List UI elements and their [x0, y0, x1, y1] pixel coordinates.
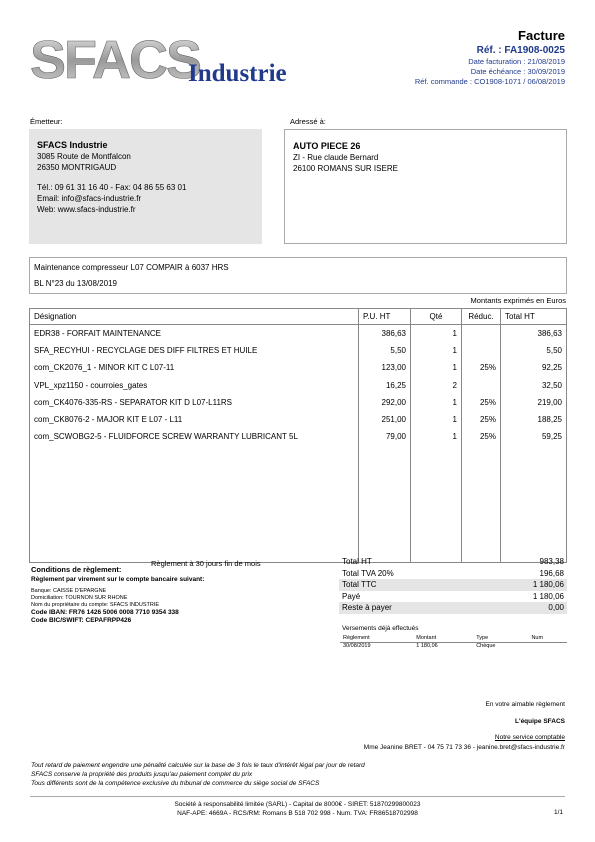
due-date: Date échéance : 30/09/2019 — [470, 67, 565, 76]
bank-owner: Nom du propriétaire du compte: SFACS INDUSTRIE — [31, 602, 160, 608]
bank-domiciliation: Domiciliation: TOURNON SUR RHONE — [31, 595, 128, 601]
company-logo — [30, 28, 320, 90]
item-pu: 123,00 — [359, 359, 411, 376]
table-row — [30, 394, 567, 411]
item-pu: 251,00 — [359, 411, 411, 428]
total-value: 0,00 — [478, 602, 567, 614]
item-reduc — [462, 342, 501, 359]
issuer-box — [29, 129, 262, 244]
footer-divider — [30, 796, 565, 797]
col-reduc: Réduc. — [462, 309, 501, 325]
recipient-address2: 26100 ROMANS SUR ISERE — [293, 164, 398, 173]
table-row — [30, 428, 567, 445]
total-value: 196,68 — [539, 568, 564, 578]
currency-note: Montants exprimés en Euros — [470, 296, 566, 305]
item-reduc: 25% — [462, 394, 501, 411]
col-designation: Désignation — [30, 309, 359, 325]
bank-bic: Code BIC/SWIFT: CEPAFRPP426 — [31, 617, 132, 624]
penalty-line: SFACS conserve la propriété des produits jusqu'au paiement complet du prix — [31, 771, 253, 778]
item-reduc — [462, 376, 501, 393]
total-label: Total TTC — [339, 579, 478, 591]
footer-line1: Société à responsabilité limitée (SARL) - Capital de 8000€ - SIRET: 51870299800023 — [174, 801, 421, 808]
issuer-web: Web: www.sfacs-industrie.fr — [37, 205, 136, 214]
invoice-header — [305, 28, 565, 87]
payment-cell — [528, 642, 567, 649]
signature-contact: Mme Jeanine BRET - 04 75 71 73 36 - jeanine.bret@sfacs-industrie.fr — [363, 744, 565, 751]
table-row — [30, 325, 567, 342]
order-reference: Réf. commande : CO1908-1071 / 06/08/2019 — [414, 77, 565, 86]
payments-title: Versements déjà effectués — [342, 625, 419, 632]
total-value: 983,38 — [539, 557, 564, 567]
note-line2: BL N°23 du 13/08/2019 — [34, 279, 117, 288]
item-qty: 1 — [411, 359, 462, 376]
table-row — [30, 411, 567, 428]
total-row — [339, 579, 567, 591]
table-row — [30, 376, 567, 393]
total-row — [339, 591, 567, 603]
table-filler-row — [30, 446, 567, 563]
footer-line2: NAF-APE: 4669A - RCS/RM: Romans B 518 702 998 - Num. TVA: FR86518702998 — [177, 810, 418, 817]
items-table — [29, 308, 567, 563]
item-qty: 1 — [411, 342, 462, 359]
issuer-name: SFACS Industrie — [37, 140, 108, 150]
bank-name: Banque: CAISSE D'EPARGNE — [31, 588, 107, 594]
note-line1: Maintenance compresseur L07 COMPAIR à 6037 HRS — [34, 263, 229, 272]
bank-title: Règlement par virement sur le compte bancaire suivant: — [31, 576, 205, 583]
item-reduc: 25% — [462, 411, 501, 428]
filler-cell — [501, 446, 567, 563]
filler-cell — [359, 446, 411, 563]
items-header-row — [30, 309, 567, 325]
item-total: 32,50 — [501, 376, 567, 393]
item-qty: 1 — [411, 428, 462, 445]
invoice-reference: Réf. : FA1908-0025 — [476, 45, 565, 56]
table-row — [30, 342, 567, 359]
table-row — [30, 359, 567, 376]
total-label: Reste à payer — [339, 602, 478, 614]
totals-table — [339, 556, 567, 614]
item-total: 92,25 — [501, 359, 567, 376]
issuer-label: Émetteur: — [30, 117, 63, 126]
item-designation: VPL_xpz1150 - courroies_gates — [30, 376, 359, 393]
item-reduc: 25% — [462, 428, 501, 445]
item-qty: 1 — [411, 411, 462, 428]
total-value: 1 180,06 — [532, 591, 564, 601]
item-qty: 1 — [411, 394, 462, 411]
filler-cell — [462, 446, 501, 563]
item-pu: 5,50 — [359, 342, 411, 359]
signature-team: L'équipe SFACS — [515, 718, 565, 725]
item-designation: com_CK4076-335-RS - SEPARATOR KIT D L07-L11RS — [30, 394, 359, 411]
total-value: 1 180,06 — [478, 579, 567, 591]
item-reduc: 25% — [462, 359, 501, 376]
bank-iban: Code IBAN: FR76 1426 5006 0008 7710 9354 338 — [31, 609, 179, 616]
invoice-date: Date facturation : 21/08/2019 — [468, 57, 565, 66]
signature-service: Notre service comptable — [494, 734, 565, 741]
item-pu: 386,63 — [359, 325, 411, 342]
payment-row — [340, 642, 567, 649]
payments-header-row — [340, 635, 567, 642]
item-total: 386,63 — [501, 325, 567, 342]
recipient-box — [284, 129, 567, 244]
payments-header-cell: Montant — [413, 635, 473, 642]
item-pu: 292,00 — [359, 394, 411, 411]
logo-suffix: Industrie — [188, 60, 287, 87]
issuer-phone: Tél.: 09 61 31 16 40 - Fax: 04 86 55 63 01 — [37, 183, 187, 192]
item-qty: 2 — [411, 376, 462, 393]
payments-header-cell: Num — [528, 635, 567, 642]
item-total: 59,25 — [501, 428, 567, 445]
bank-info — [31, 576, 204, 625]
recipient-address1: ZI - Rue claude Bernard — [293, 153, 379, 162]
penalty-line: Tout retard de paiement engendre une pénalité calculée sur la base de 3 fois le taux d'intérêt légal par jour de retard — [31, 762, 365, 769]
logo-brand: SFACS — [30, 30, 201, 90]
col-qty: Qté — [411, 309, 462, 325]
filler-cell — [411, 446, 462, 563]
item-designation: SFA_RECYHUI - RECYCLAGE DES DIFF FILTRES ET HUILE — [30, 342, 359, 359]
total-label: Total HT — [342, 557, 372, 567]
item-reduc — [462, 325, 501, 342]
item-designation: com_CK8076-2 - MAJOR KIT E L07 - L11 — [30, 411, 359, 428]
invoice-title: Facture — [518, 28, 565, 43]
items-body — [30, 325, 567, 563]
item-pu: 79,00 — [359, 428, 411, 445]
total-label: Payé — [342, 591, 361, 601]
item-total: 219,00 — [501, 394, 567, 411]
issuer-email: Email: info@sfacs-industrie.fr — [37, 194, 142, 203]
payments-table — [340, 635, 567, 649]
payment-cell: 30/08/2019 — [343, 642, 371, 649]
recipient-label: Adressé à: — [290, 117, 326, 126]
recipient-name: AUTO PIECE 26 — [293, 141, 361, 151]
total-row — [339, 556, 567, 568]
note-box — [29, 257, 567, 294]
item-designation: com_CK2076_1 - MINOR KIT C L07-11 — [30, 359, 359, 376]
issuer-address1: 3085 Route de Montfalcon — [37, 152, 131, 161]
total-row — [339, 602, 567, 614]
payment-cell: 1 180,06 — [416, 642, 438, 649]
total-label: Total TVA 20% — [342, 568, 394, 578]
conditions-value: Règlement à 30 jours fin de mois — [151, 559, 261, 568]
penalty-line: Tous différents sont de la compétence exclusive du tribunal de commerce du siège social de SFACS — [31, 780, 320, 787]
page-number: 1/1 — [553, 809, 563, 816]
payments-header-cell: Règlement — [340, 635, 413, 642]
payments-header-cell: Type — [473, 635, 528, 642]
item-total: 5,50 — [501, 342, 567, 359]
item-designation: com_SCWOBG2-5 - FLUIDFORCE SCREW WARRANTY LUBRICANT 5L — [30, 428, 359, 445]
col-total: Total HT — [501, 309, 567, 325]
payment-conditions — [31, 559, 331, 577]
issuer-address2: 26350 MONTRIGAUD — [37, 163, 117, 172]
conditions-label: Conditions de règlement: — [31, 565, 122, 574]
filler-cell — [30, 446, 359, 563]
item-designation: EDR38 - FORFAIT MAINTENANCE — [30, 325, 359, 342]
total-row — [339, 568, 567, 580]
col-pu: P.U. HT — [359, 309, 411, 325]
penalties-text — [31, 761, 365, 788]
signature-greeting: En votre aimable règlement — [485, 701, 565, 708]
item-pu: 16,25 — [359, 376, 411, 393]
payment-cell: Chèque — [476, 642, 496, 649]
item-qty: 1 — [411, 325, 462, 342]
item-total: 188,25 — [501, 411, 567, 428]
legal-footer — [30, 800, 565, 818]
